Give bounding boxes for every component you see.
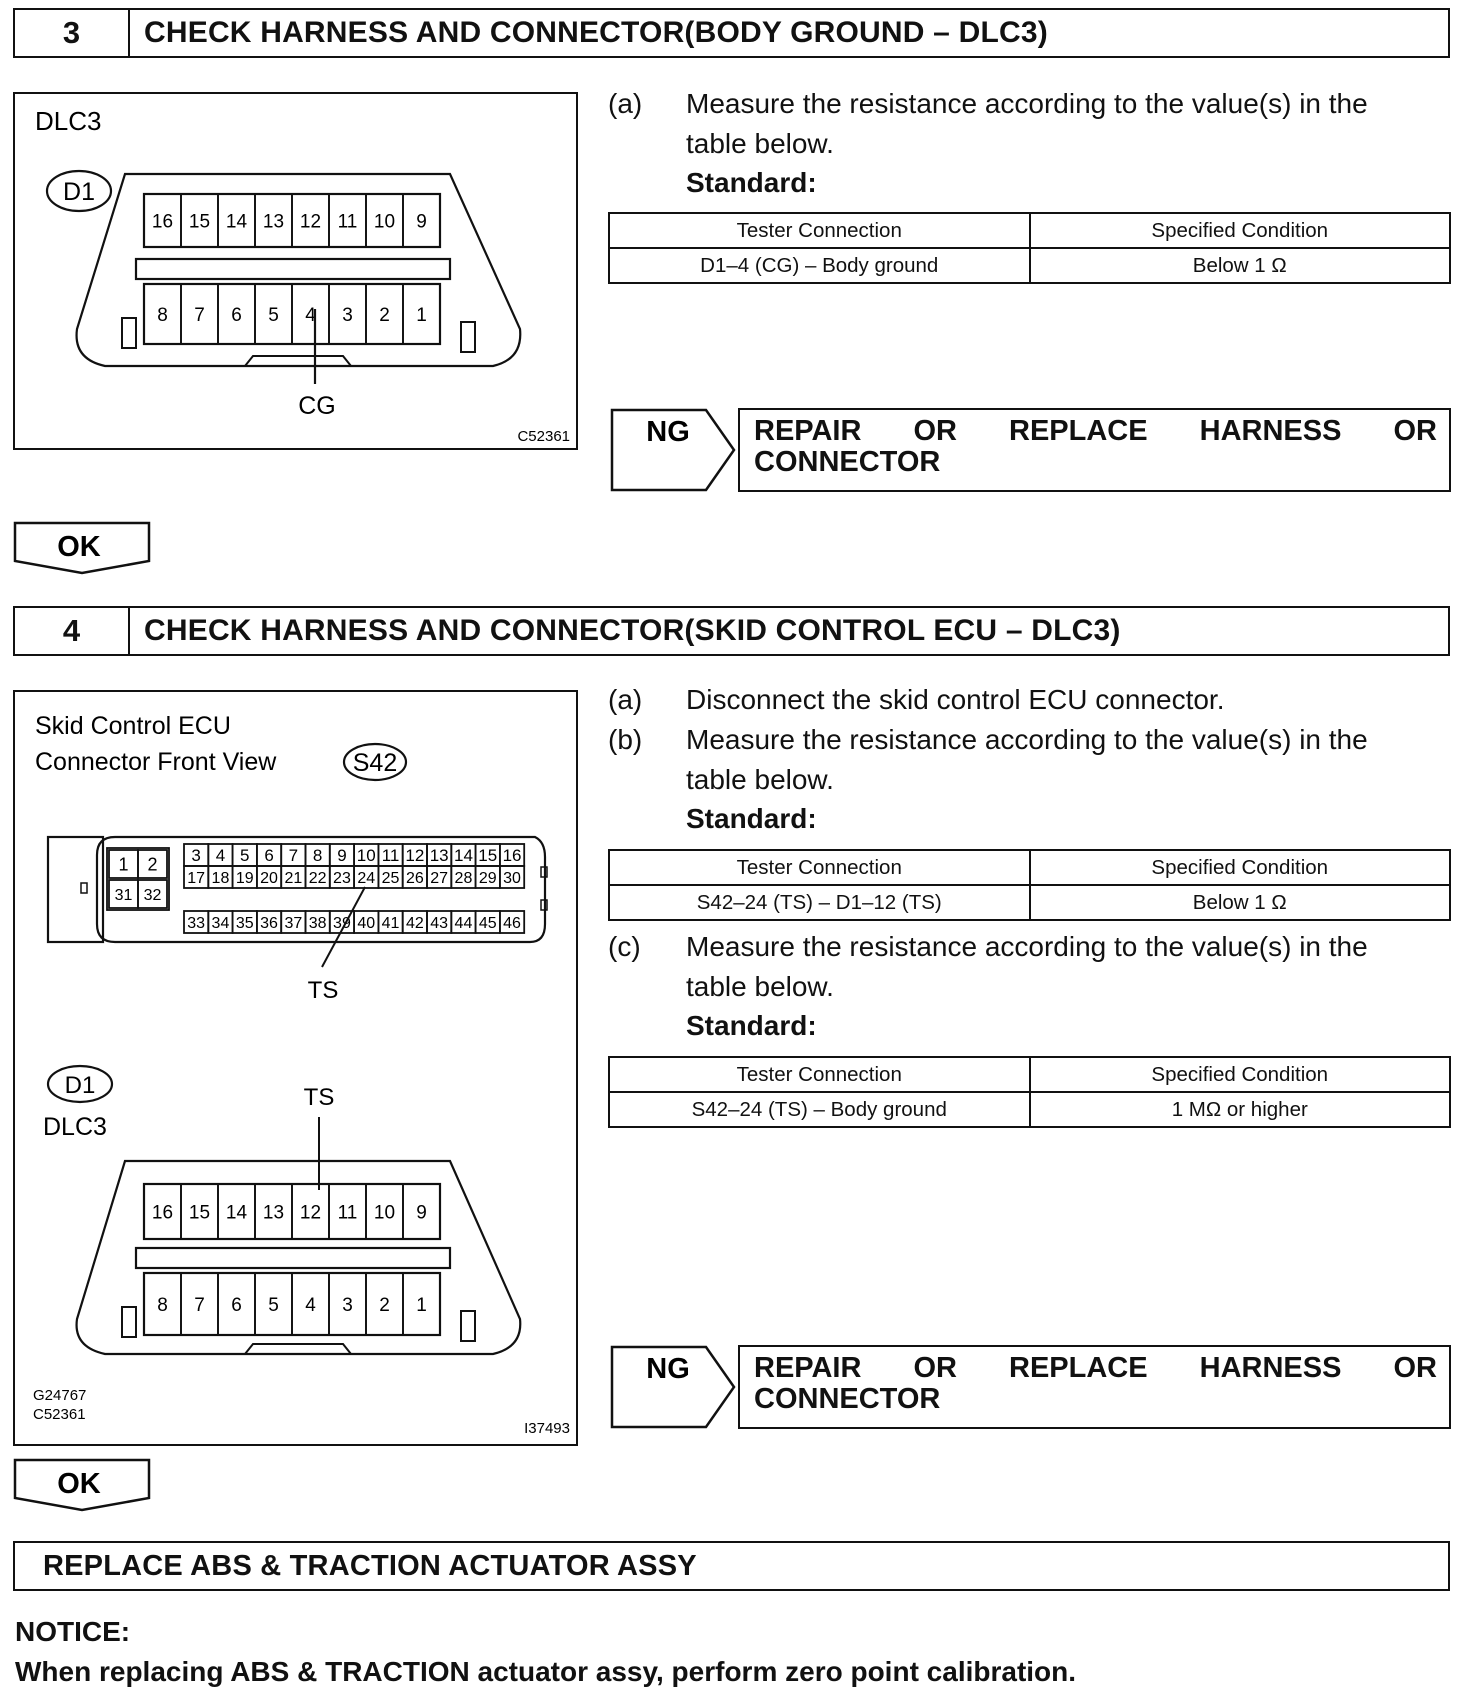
repair-line2: CONNECTOR: [754, 1383, 941, 1415]
pin-number: 16: [502, 846, 522, 866]
table-header: Tester Connection: [609, 213, 1030, 248]
pin-number: 15: [188, 211, 211, 233]
pin-number: 16: [151, 211, 174, 233]
repair-word: OR: [1393, 1352, 1437, 1384]
table-header: Tester Connection: [609, 1057, 1030, 1092]
ng-label: NG: [646, 416, 690, 448]
spec-table-2: [608, 1056, 1451, 1128]
pin-number: 12: [299, 1202, 322, 1224]
ng-arrow: [610, 408, 736, 492]
pin-number: 11: [381, 846, 400, 866]
pin-number: 9: [416, 1202, 427, 1224]
pin-number: 23: [333, 869, 351, 887]
pin-number: 36: [260, 914, 278, 932]
step-number: 4: [15, 608, 130, 654]
repair-word: HARNESS: [1199, 1352, 1342, 1384]
pin-number: 35: [235, 914, 254, 932]
pin-number: 33: [187, 914, 206, 932]
pin-number: 7: [194, 1294, 205, 1316]
instr-a-marker: (a): [608, 88, 643, 119]
pin-number: 14: [225, 1202, 248, 1224]
step-3-header: [13, 8, 1450, 58]
pin-number: 40: [357, 914, 376, 932]
ng-label: NG: [646, 1353, 690, 1385]
pin-number: 10: [356, 846, 376, 866]
final-step-box: [13, 1541, 1450, 1591]
pin-number: 39: [333, 914, 351, 932]
dlc-connector-id: D1: [64, 1072, 96, 1099]
table-cell: D1–4 (CG) – Body ground: [609, 248, 1030, 283]
notice-text: When replacing ABS & TRACTION actuator assy, perform zero point calibration.: [15, 1656, 1077, 1687]
pin-number: 37: [284, 914, 303, 932]
pin-number: 30: [503, 869, 521, 887]
instr-a-line1: Measure the resistance according to the value(s) in the: [686, 88, 1368, 119]
repair-word: HARNESS: [1199, 415, 1342, 447]
pin-number: 7: [288, 846, 299, 866]
table-cell: S42–24 (TS) – Body ground: [609, 1092, 1030, 1127]
pin-number: 43: [430, 914, 449, 932]
pin-number: 18: [211, 869, 230, 887]
repair-word: REPLACE: [1009, 415, 1148, 447]
repair-word: REPLACE: [1009, 1352, 1148, 1384]
ecu-label-line1: Skid Control ECU: [35, 712, 231, 740]
connector-id: D1: [63, 178, 95, 206]
pin-number: 9: [416, 211, 427, 233]
step-title: CHECK HARNESS AND CONNECTOR(BODY GROUND – DLC3): [144, 16, 1048, 49]
repair-box: [738, 408, 1451, 492]
spec-table: [608, 212, 1451, 284]
repair-word: OR: [1393, 415, 1437, 447]
table-cell: S42–24 (TS) – D1–12 (TS): [609, 885, 1030, 920]
pin-number: 29: [478, 869, 497, 887]
pin-number: 3: [191, 846, 201, 866]
pin-number: 16: [151, 1202, 174, 1224]
dlc3-label: DLC3: [35, 106, 102, 136]
pin-number: 44: [454, 914, 473, 932]
pin-number: 5: [240, 846, 250, 866]
pin-number: 3: [342, 1294, 353, 1316]
step-title: CHECK HARNESS AND CONNECTOR(SKID CONTROL ECU – DLC3): [144, 614, 1121, 647]
pin-number: 2: [147, 854, 158, 875]
pin-number: 45: [478, 914, 497, 932]
ts-label-ecu: TS: [307, 977, 339, 1004]
pin-number: 41: [381, 914, 400, 932]
pin-number: 14: [225, 211, 248, 233]
ecu-dlc3-figure: [13, 690, 578, 1446]
pin-number: 13: [429, 846, 449, 866]
pin-number: 5: [268, 1294, 279, 1316]
notice-title: NOTICE:: [15, 1616, 131, 1647]
figure-code-1: G24767: [33, 1387, 87, 1404]
instr-c-marker: (c): [608, 931, 641, 962]
standard-label: Standard:: [686, 167, 817, 198]
standard-label: Standard:: [686, 1010, 817, 1041]
pin-number: 42: [405, 914, 424, 932]
pin-number: 12: [405, 846, 425, 866]
pin-number: 11: [337, 211, 358, 233]
repair-word: REPAIR: [754, 415, 862, 447]
pin-number: 46: [503, 914, 521, 932]
ecu-label-line2: Connector Front View: [35, 748, 277, 776]
pin-number: 15: [188, 1202, 211, 1224]
pin-number: 2: [379, 1294, 390, 1316]
pin-number: 28: [454, 869, 473, 887]
ng-arrow: [610, 1345, 736, 1429]
pin-number: 27: [430, 869, 449, 887]
ok-label: OK: [57, 1468, 101, 1500]
pin-number: 15: [478, 846, 498, 866]
pin-number: 1: [416, 1294, 427, 1316]
pin-number: 34: [211, 914, 230, 932]
pin-number: 21: [284, 869, 303, 887]
table-cell: Below 1 Ω: [1030, 248, 1451, 283]
pin-number: 8: [157, 1294, 168, 1316]
pin-number: 9: [337, 846, 347, 866]
ts-label-dlc: TS: [303, 1084, 335, 1111]
pin-number: 6: [231, 304, 242, 326]
table-cell: 1 MΩ or higher: [1030, 1092, 1451, 1127]
dlc-label: DLC3: [43, 1113, 107, 1141]
table-header: Specified Condition: [1030, 850, 1451, 885]
pin-number: 4: [305, 304, 316, 326]
figure-code-2: C52361: [33, 1406, 86, 1423]
step-4-header: [13, 606, 1450, 656]
pin-number: 26: [405, 869, 424, 887]
ok-arrow: [13, 1458, 153, 1512]
pin-number: 7: [194, 304, 205, 326]
pin-number: 25: [381, 869, 400, 887]
figure-code-3: I37493: [524, 1420, 570, 1437]
table-header: Specified Condition: [1030, 213, 1451, 248]
dlc3-figure: [13, 92, 578, 450]
pin-number: 14: [453, 846, 473, 866]
instr-b-line1: Measure the resistance according to the value(s) in the: [686, 724, 1368, 755]
instr-c-line1: Measure the resistance according to the value(s) in the: [686, 931, 1368, 962]
instr-a-marker: (a): [608, 684, 643, 715]
pin-number: 11: [337, 1202, 358, 1224]
spec-table-1: [608, 849, 1451, 921]
pin-number: 1: [416, 304, 427, 326]
repair-line2: CONNECTOR: [754, 446, 941, 478]
ecu-connector-id: S42: [352, 749, 398, 777]
pin-number: 12: [299, 211, 322, 233]
pin-number: 38: [308, 914, 327, 932]
pin-number: 5: [268, 304, 279, 326]
figure-code: C52361: [517, 428, 570, 445]
pin-number: 32: [143, 886, 162, 904]
step-number: 3: [15, 10, 130, 56]
pin-number: 13: [262, 211, 285, 233]
instr-b-marker: (b): [608, 724, 643, 755]
pin-number: 1: [118, 854, 129, 875]
table-cell: Below 1 Ω: [1030, 885, 1451, 920]
pin-number: 8: [157, 304, 168, 326]
pin-number: 13: [262, 1202, 285, 1224]
pin-number: 19: [235, 869, 254, 887]
pin-number: 24: [357, 869, 376, 887]
pin-number: 4: [305, 1294, 316, 1316]
pin-number: 4: [215, 846, 226, 866]
repair-word: OR: [913, 1352, 957, 1384]
pin-number: 2: [379, 304, 390, 326]
instr-a-line2: table below.: [686, 128, 834, 159]
final-step-text: REPLACE ABS & TRACTION ACTUATOR ASSY: [43, 1549, 697, 1582]
ok-arrow: [13, 521, 153, 575]
repair-word: REPAIR: [754, 1352, 862, 1384]
instr-c-line2: table below.: [686, 971, 834, 1002]
pin-number: 20: [260, 869, 278, 887]
pin-number: 6: [264, 846, 274, 866]
table-header: Tester Connection: [609, 850, 1030, 885]
repair-box: [738, 1345, 1451, 1429]
repair-word: OR: [913, 415, 957, 447]
ok-label: OK: [57, 531, 101, 563]
pin-number: 8: [312, 846, 323, 866]
pin-number: 10: [373, 1202, 396, 1224]
instr-a: Disconnect the skid control ECU connector.: [686, 684, 1225, 715]
standard-label: Standard:: [686, 803, 817, 834]
pin-number: 6: [231, 1294, 242, 1316]
instr-b-line2: table below.: [686, 764, 834, 795]
cg-label: CG: [298, 392, 336, 420]
pin-number: 22: [308, 869, 327, 887]
pin-number: 31: [114, 886, 133, 904]
pin-number: 3: [342, 304, 353, 326]
pin-number: 17: [187, 869, 206, 887]
pin-number: 10: [373, 211, 396, 233]
table-header: Specified Condition: [1030, 1057, 1451, 1092]
